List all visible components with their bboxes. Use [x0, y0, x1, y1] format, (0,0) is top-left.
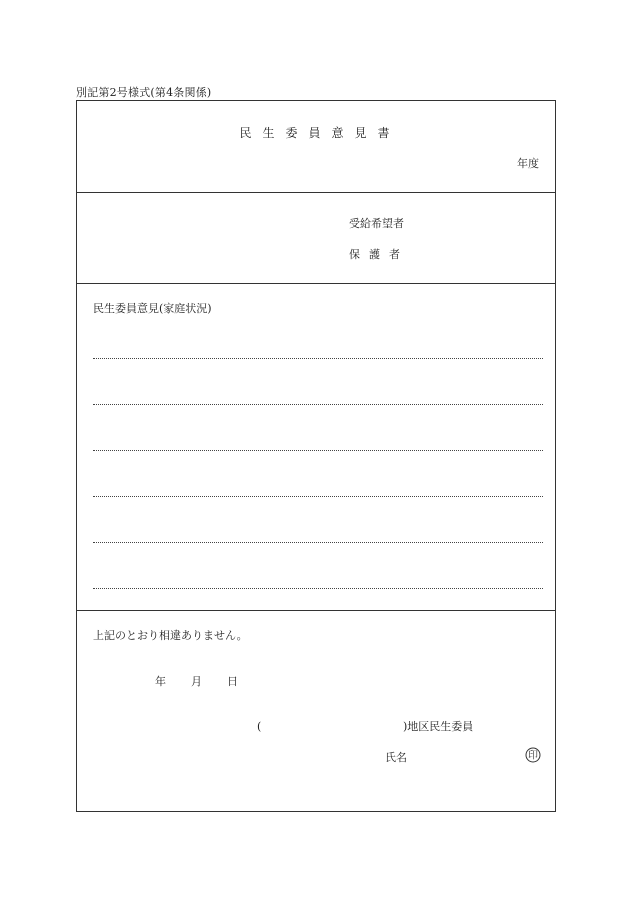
opinion-write-line [93, 542, 543, 543]
date-row [155, 673, 238, 689]
name-label: 氏名 [385, 751, 407, 764]
title-section [77, 101, 555, 193]
document-title: 民生委員意見書 [239, 126, 401, 140]
date-day-label: 日 [227, 675, 238, 688]
attestation-section [77, 611, 555, 811]
opinion-write-line [93, 496, 543, 497]
applicant-label: 受給希望者 [349, 217, 404, 230]
opinion-section [77, 284, 555, 611]
opinion-form [76, 100, 556, 812]
guardian-label: 保護者 [349, 248, 409, 261]
seal-label: 印 [528, 750, 538, 762]
attestation-statement: 上記のとおり相違ありません。 [93, 629, 248, 642]
district-open-paren: ( [257, 720, 262, 733]
opinion-write-line [93, 358, 543, 359]
opinion-write-line [93, 450, 543, 451]
opinion-heading: 民生委員意見(家庭状況) [93, 302, 212, 315]
district-commissioner-label: )地区民生委員 [403, 720, 474, 733]
date-year-label: 年 [155, 675, 166, 688]
fiscal-year-label: 年度 [517, 157, 539, 170]
form-reference: 別記第2号様式(第4条関係) [76, 86, 212, 99]
seal-icon [525, 747, 541, 763]
opinion-write-line [93, 404, 543, 405]
opinion-write-line [93, 588, 543, 589]
district-row [257, 718, 473, 734]
date-month-label: 月 [191, 675, 202, 688]
recipient-section [77, 193, 555, 284]
